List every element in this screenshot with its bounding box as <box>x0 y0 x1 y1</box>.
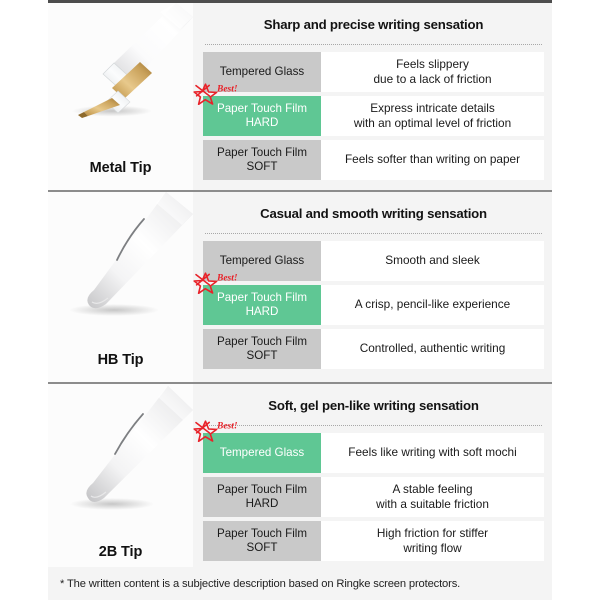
protector-name-cell: Tempered Glass <box>203 52 321 92</box>
table-column-2b-tip <box>193 384 552 574</box>
section-title-metal-tip: Sharp and precise writing sensation <box>263 17 484 32</box>
stylus-hb-tip-icon <box>48 192 193 347</box>
dotted-separator <box>205 233 542 234</box>
pen-label-metal-tip: Metal Tip <box>89 160 152 176</box>
protector-desc-cell: Feels slippery due to a lack of friction <box>321 52 544 92</box>
protector-name-cell: Paper Touch Film HARD <box>203 477 321 517</box>
dotted-separator <box>205 44 542 45</box>
protector-desc-cell: Feels like writing with soft mochi <box>321 433 544 473</box>
comparison-rows-2b-tip <box>203 421 544 561</box>
table-row[interactable] <box>203 521 544 561</box>
table-row[interactable] <box>203 273 544 325</box>
stylus-metal-tip-icon <box>48 3 193 158</box>
protector-name-cell: Paper Touch Film HARD <box>203 96 321 136</box>
pen-column-metal-tip <box>48 3 193 190</box>
footnote-text: * The written content is a subjective description based on Ringke screen protectors. <box>60 577 461 590</box>
pen-label-2b-tip: 2B Tip <box>98 544 143 560</box>
protector-name-cell: Tempered Glass <box>203 433 321 473</box>
table-column-hb-tip <box>193 192 552 382</box>
section-metal-tip <box>48 3 552 190</box>
best-badge-label: Best! <box>217 421 238 432</box>
protector-desc-cell: Express intricate details with an optimal level of friction <box>321 96 544 136</box>
comparison-rows-hb-tip <box>203 241 544 369</box>
protector-desc-cell: Controlled, authentic writing <box>321 329 544 369</box>
best-badge-label: Best! <box>217 84 238 95</box>
section-2b-tip <box>48 384 552 574</box>
protector-name-cell: Paper Touch Film SOFT <box>203 521 321 561</box>
protector-desc-cell: A stable feeling with a suitable friction <box>321 477 544 517</box>
table-row[interactable] <box>203 140 544 180</box>
comparison-panel <box>48 0 552 600</box>
comparison-rows-metal-tip <box>203 52 544 180</box>
protector-name-cell: Tempered Glass <box>203 241 321 281</box>
protector-desc-cell: Feels softer than writing on paper <box>321 140 544 180</box>
protector-desc-cell: Smooth and sleek <box>321 241 544 281</box>
section-title-hb-tip: Casual and smooth writing sensation <box>260 206 487 221</box>
protector-name-cell: Paper Touch Film HARD <box>203 285 321 325</box>
protector-desc-cell: High friction for stiffer writing flow <box>321 521 544 561</box>
table-row[interactable] <box>203 477 544 517</box>
protector-name-cell: Paper Touch Film SOFT <box>203 329 321 369</box>
table-row[interactable] <box>203 421 544 473</box>
protector-desc-cell: A crisp, pencil-like experience <box>321 285 544 325</box>
table-row[interactable] <box>203 52 544 92</box>
dotted-separator <box>205 425 542 426</box>
section-title-2b-tip: Soft, gel pen-like writing sensation <box>268 398 479 413</box>
pen-label-hb-tip: HB Tip <box>97 352 144 368</box>
table-row[interactable] <box>203 241 544 281</box>
footer <box>48 567 552 600</box>
table-column-metal-tip <box>193 3 552 190</box>
stylus-2b-tip-icon <box>48 384 193 539</box>
table-row[interactable] <box>203 84 544 136</box>
table-row[interactable] <box>203 329 544 369</box>
protector-name-cell: Paper Touch Film SOFT <box>203 140 321 180</box>
pen-column-hb-tip <box>48 192 193 382</box>
pen-column-2b-tip <box>48 384 193 574</box>
section-hb-tip <box>48 192 552 382</box>
best-badge-label: Best! <box>217 273 238 284</box>
